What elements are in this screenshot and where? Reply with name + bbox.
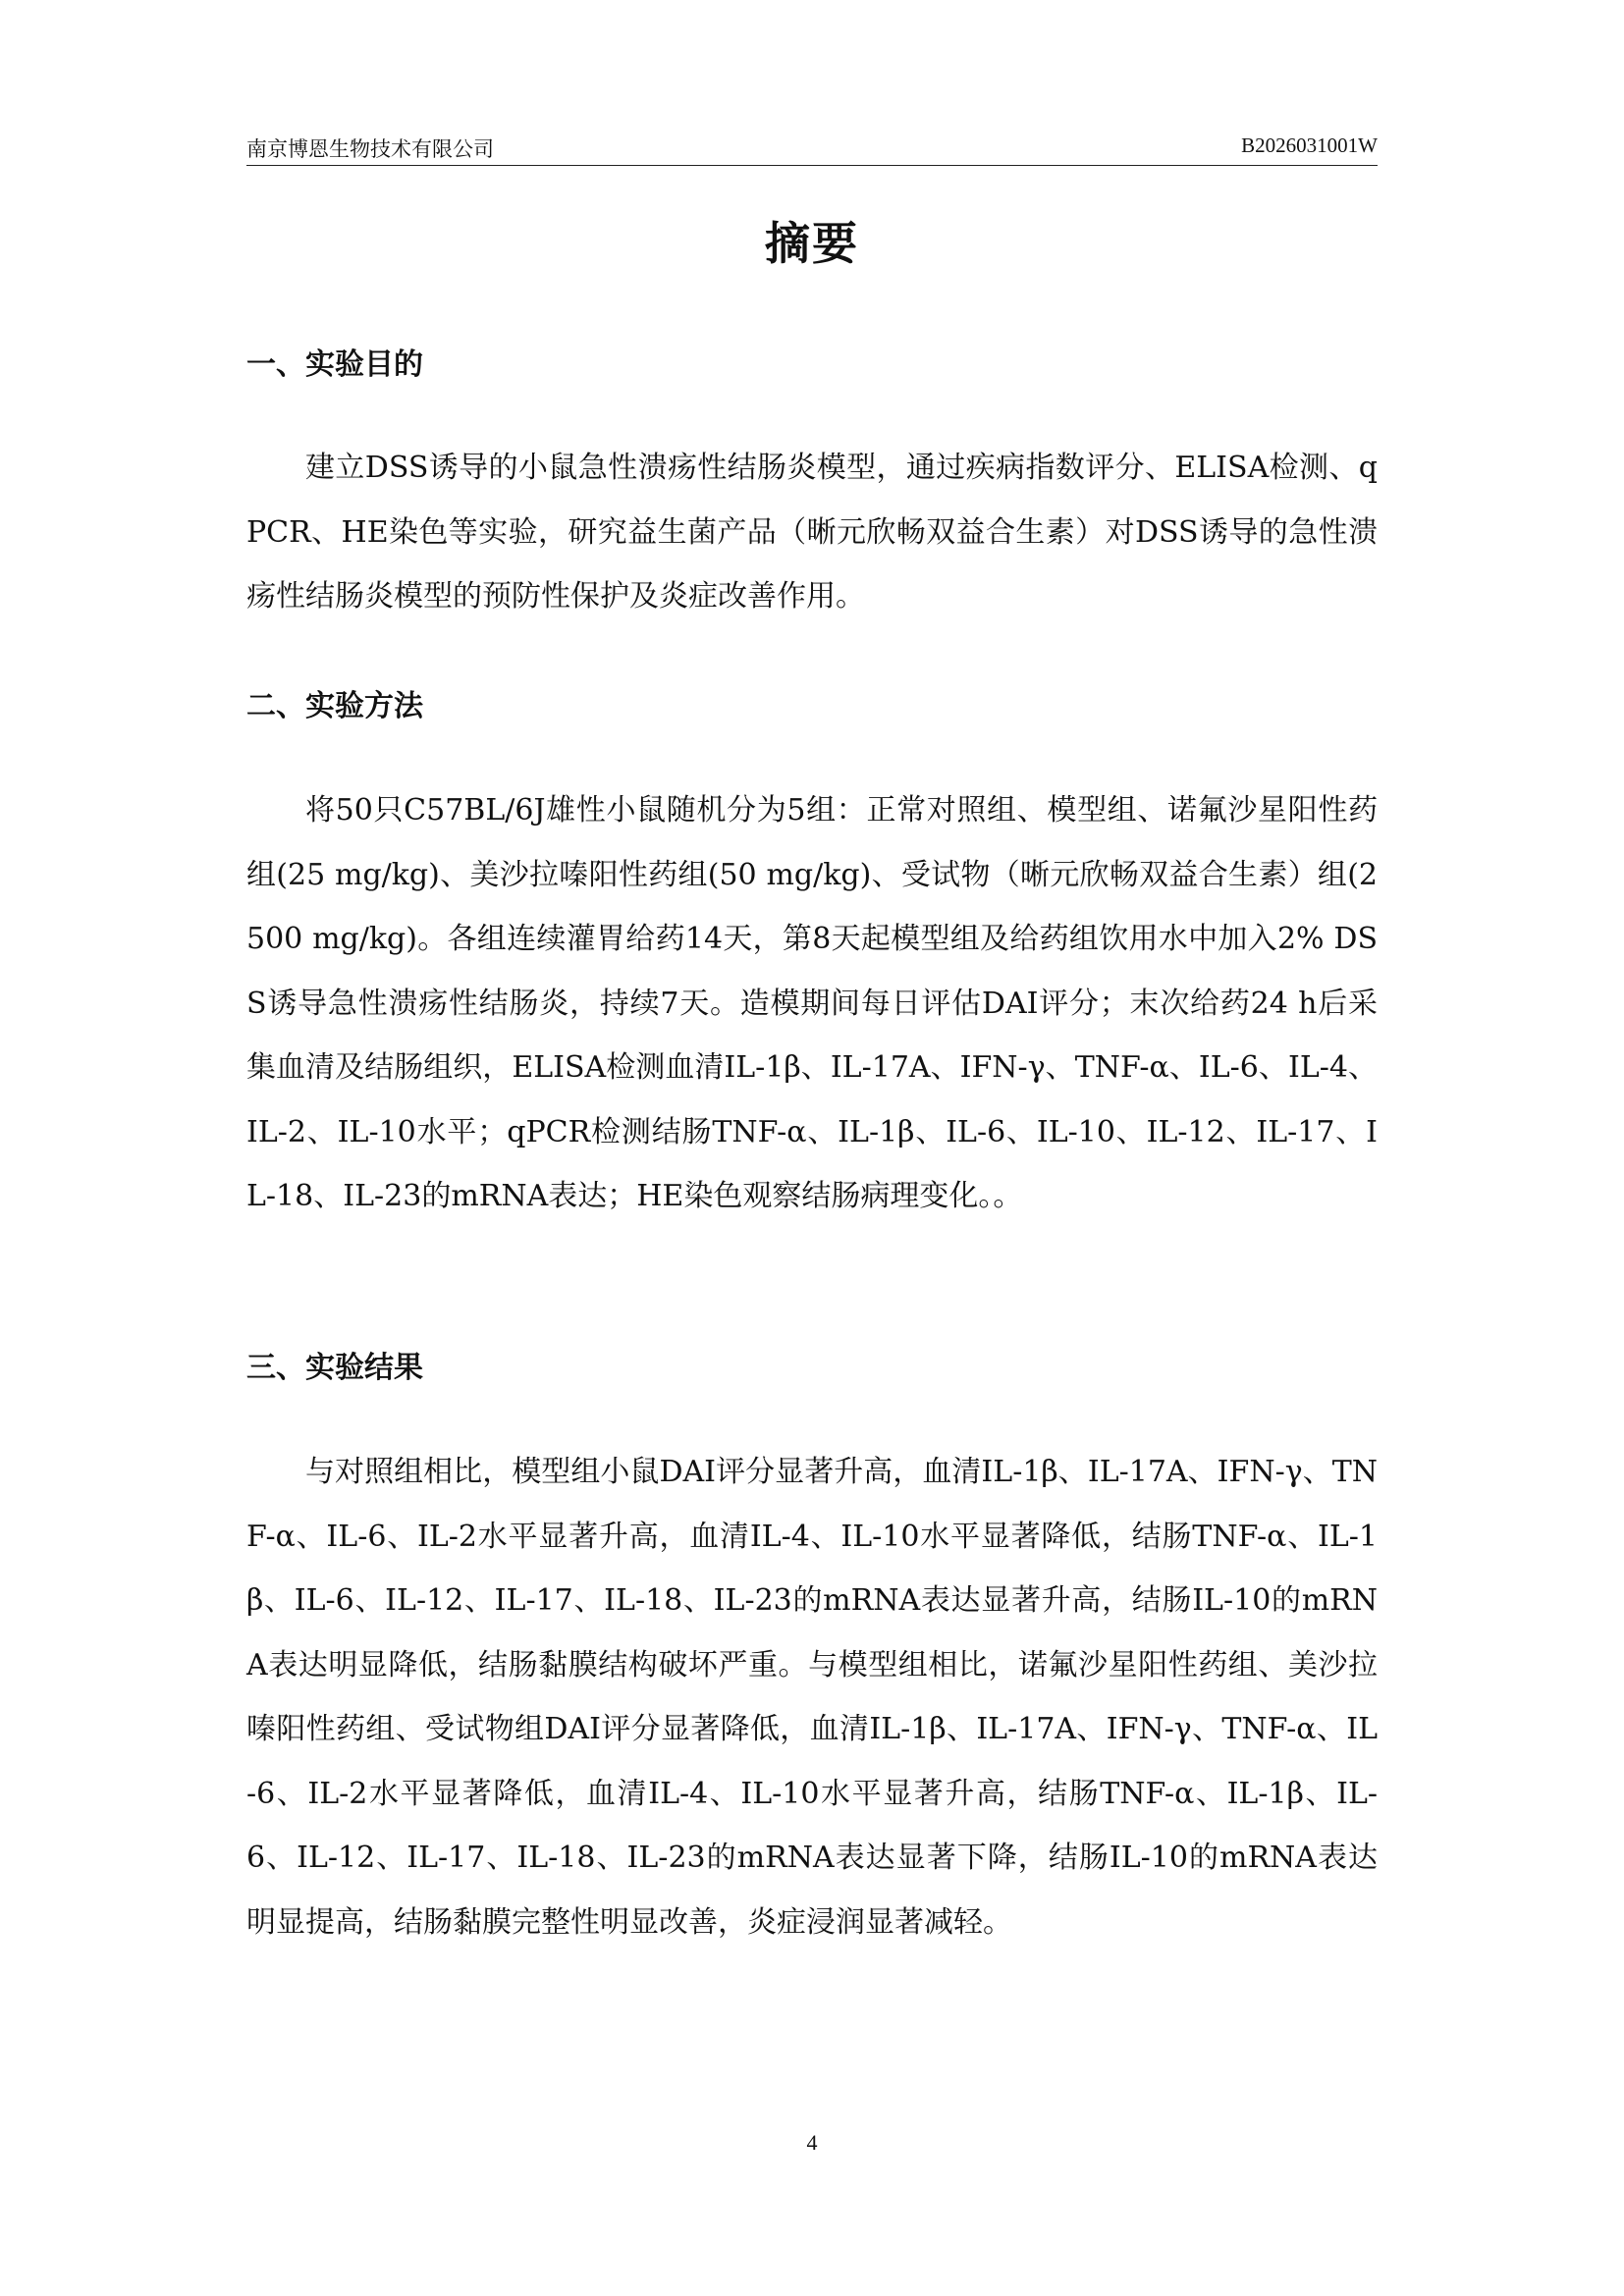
section-heading-objective: 一、实验目的	[246, 347, 423, 382]
page-title: 摘要	[765, 217, 859, 270]
page-header	[246, 132, 1378, 166]
section-heading-method: 二、实验方法	[246, 689, 423, 723]
section-body-method: 将50只C57BL/6J雄性小鼠随机分为5组：正常对照组、模型组、诺氟沙星阳性药组(25 mg/kg)、美沙拉嗪阳性药组(50 mg/kg)、受试物（晰元欣畅双益合生素）组(2500 mg/kg)。各组连续灌胃给药14天，第8天起模型组及给药组饮用水中加入2% DSS诱导急性溃疡性结肠炎，持续7天。造模期间每日评估DAI评分；末次给药24 h后采集血清及结肠组织，ELISA检测血清IL-1β、IL-17A、IFN-γ、TNF-α、IL-6、IL-4、IL-2、IL-10水平；qPCR检测结肠TNF-α、IL-1β、IL-6、IL-10、IL-12、IL-17、IL-18、IL-23的mRNA表达；HE染色观察结肠病理变化。。	[246, 793, 1378, 1213]
document-code: B2026031001W	[1241, 133, 1378, 157]
page-number: 4	[806, 2130, 818, 2155]
company-name: 南京博恩生物技术有限公司	[246, 137, 494, 161]
section-body-objective: 建立DSS诱导的小鼠急性溃疡性结肠炎模型，通过疾病指数评分、ELISA检测、qPCR、HE染色等实验，研究益生菌产品（晰元欣畅双益合生素）对DSS诱导的急性溃疡性结肠炎模型的预防性保护及炎症改善作用。	[246, 451, 1378, 614]
section-heading-results: 三、实验结果	[246, 1351, 423, 1385]
section-body-results: 与对照组相比，模型组小鼠DAI评分显著升高，血清IL-1β、IL-17A、IFN-γ、TNF-α、IL-6、IL-2水平显著升高，血清IL-4、IL-10水平显著降低，结肠TNF-α、IL-1β、IL-6、IL-12、IL-17、IL-18、IL-23的mRNA表达显著升高，结肠IL-10的mRNA表达明显降低，结肠黏膜结构破坏严重。与模型组相比，诺氟沙星阳性药组、美沙拉嗪阳性药组、受试物组DAI评分显著降低，血清IL-1β、IL-17A、IFN-γ、TNF-α、IL-6、IL-2水平显著降低，血清IL-4、IL-10水平显著升高，结肠TNF-α、IL-1β、IL-6、IL-12、IL-17、IL-18、IL-23的mRNA表达显著下降，结肠IL-10的mRNA表达明显提高，结肠黏膜完整性明显改善，炎症浸润显著减轻。	[246, 1455, 1378, 1940]
